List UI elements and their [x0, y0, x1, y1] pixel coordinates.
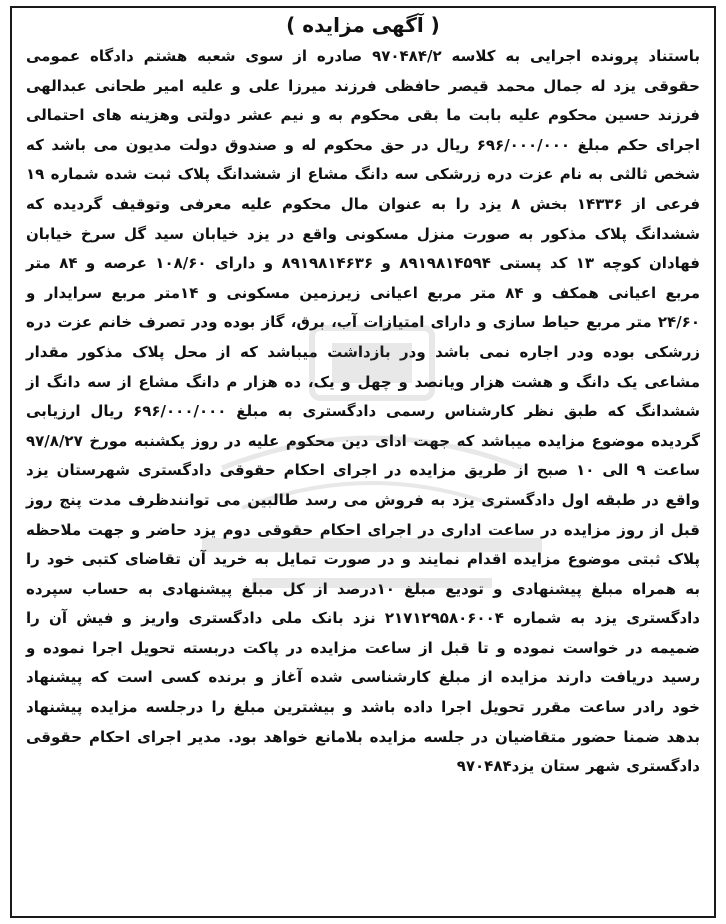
- auction-notice: [10, 6, 716, 918]
- notice-body: باستناد پرونده اجرایی به کلاسه ۹۷۰۴۸۴/۲ صادره از سوی شعبه هشتم دادگاه عمومی حقوقی یزد له جمال محمد قیصر حافظی فرزند میرزا علی و علیه امیر طحانی عبدالهی فرزند حسین محکوم علیه بابت ما بقی محکوم به و نیم عشر دولتی وهزینه های احتمالی اجرای حکم مبلغ ۶۹۶/۰۰۰/۰۰۰ ریال در حق محکوم له و صندوق دولت مدیون می باشد که شخص ثالثی به نام عزت دره زرشکی سه دانگ مشاع از ششدانگ پلاک ثبت شده شماره ۱۹ فرعی از ۱۴۳۳۶ بخش ۸ یزد را به عنوان مال محکوم علیه معرفی وتوقیف گردیده که ششدانگ پلاک مذکور به صورت منزل مسکونی واقع در یزد خیابان سید گل سرخ خیابان فهادان کوچه ۱۳ کد پستی ۸۹۱۹۸۱۴۵۹۴ و ۸۹۱۹۸۱۴۶۳۶ و دارای ۱۰۸/۶۰ عرصه و ۸۴ متر مربع اعیانی همکف و ۸۴ متر مربع اعیانی زیرزمین مسکونی و ۱۴متر مربع سرایدار و ۲۴/۶۰ متر مربع حیاط سازی و دارای امتیازات آب، برق، گاز بوده ودر تصرف خانم عزت دره زرشکی بوده ودر اجاره نمی باشد ودر بازداشت میباشد که از محل پلاک مذکور مقدار مشاعی یک دانگ و هشت هزار ویانصد و چهل و یک، ده هزار م دانگ مشاع از سه دانگ از ششدانگ که طبق نظر کارشناس رسمی دادگستری به مبلغ ۶۹۶/۰۰۰/۰۰۰ ریال ارزیابی گردیده موضوع مزایده میباشد که جهت ادای دین محکوم علیه در روز یکشنبه مورخ ۹۷/۸/۲۷ ساعت ۹ الی ۱۰ صبح از طریق مزایده در اجرای احکام حقوقی دادگستری شهرستان یزد واقع در طبقه اول دادگستری یزد به فروش می رسد طالبین می توانندظرف مدت پنج روز قبل از روز مزایده در ساعت اداری در اجرای احکام حقوقی دوم یزد حاضر و جهت ملاحظه پلاک ثبتی موضوع مزایده اقدام نمایند و در صورت تمایل به خرید آن تقاضای کتبی خود را به همراه مبلغ پیشنهادی و تودیع مبلغ ۱۰درصد از کل مبلغ پیشنهادی به حساب سپرده دادگستری یزد به شماره ۲۱۷۱۲۹۵۸۰۶۰۰۴ نزد بانک ملی دادگستری واریز و فیش آن را ضمیمه در خواست نموده و تا قبل از ساعت مزایده در پاکت دربسته تحویل اجرا نموده و رسید دریافت دارند مزایده از مبلغ کارشناسی شده آغاز و برنده کسی است که پیشنهاد خود رادر ساعت مقرر تحویل اجرا داده باشد و بیشترین مبلغ را درجلسه مزایده پیشنهاد بدهد ضمنا حضور متقاضیان در جلسه مزایده بلامانع خواهد بود. مدیر اجرای احکام حقوقی دادگستری شهر ستان یزد۹۷۰۴۸۴: [26, 47, 701, 776]
- notice-title: ( آگهی مزایده ): [286, 13, 440, 37]
